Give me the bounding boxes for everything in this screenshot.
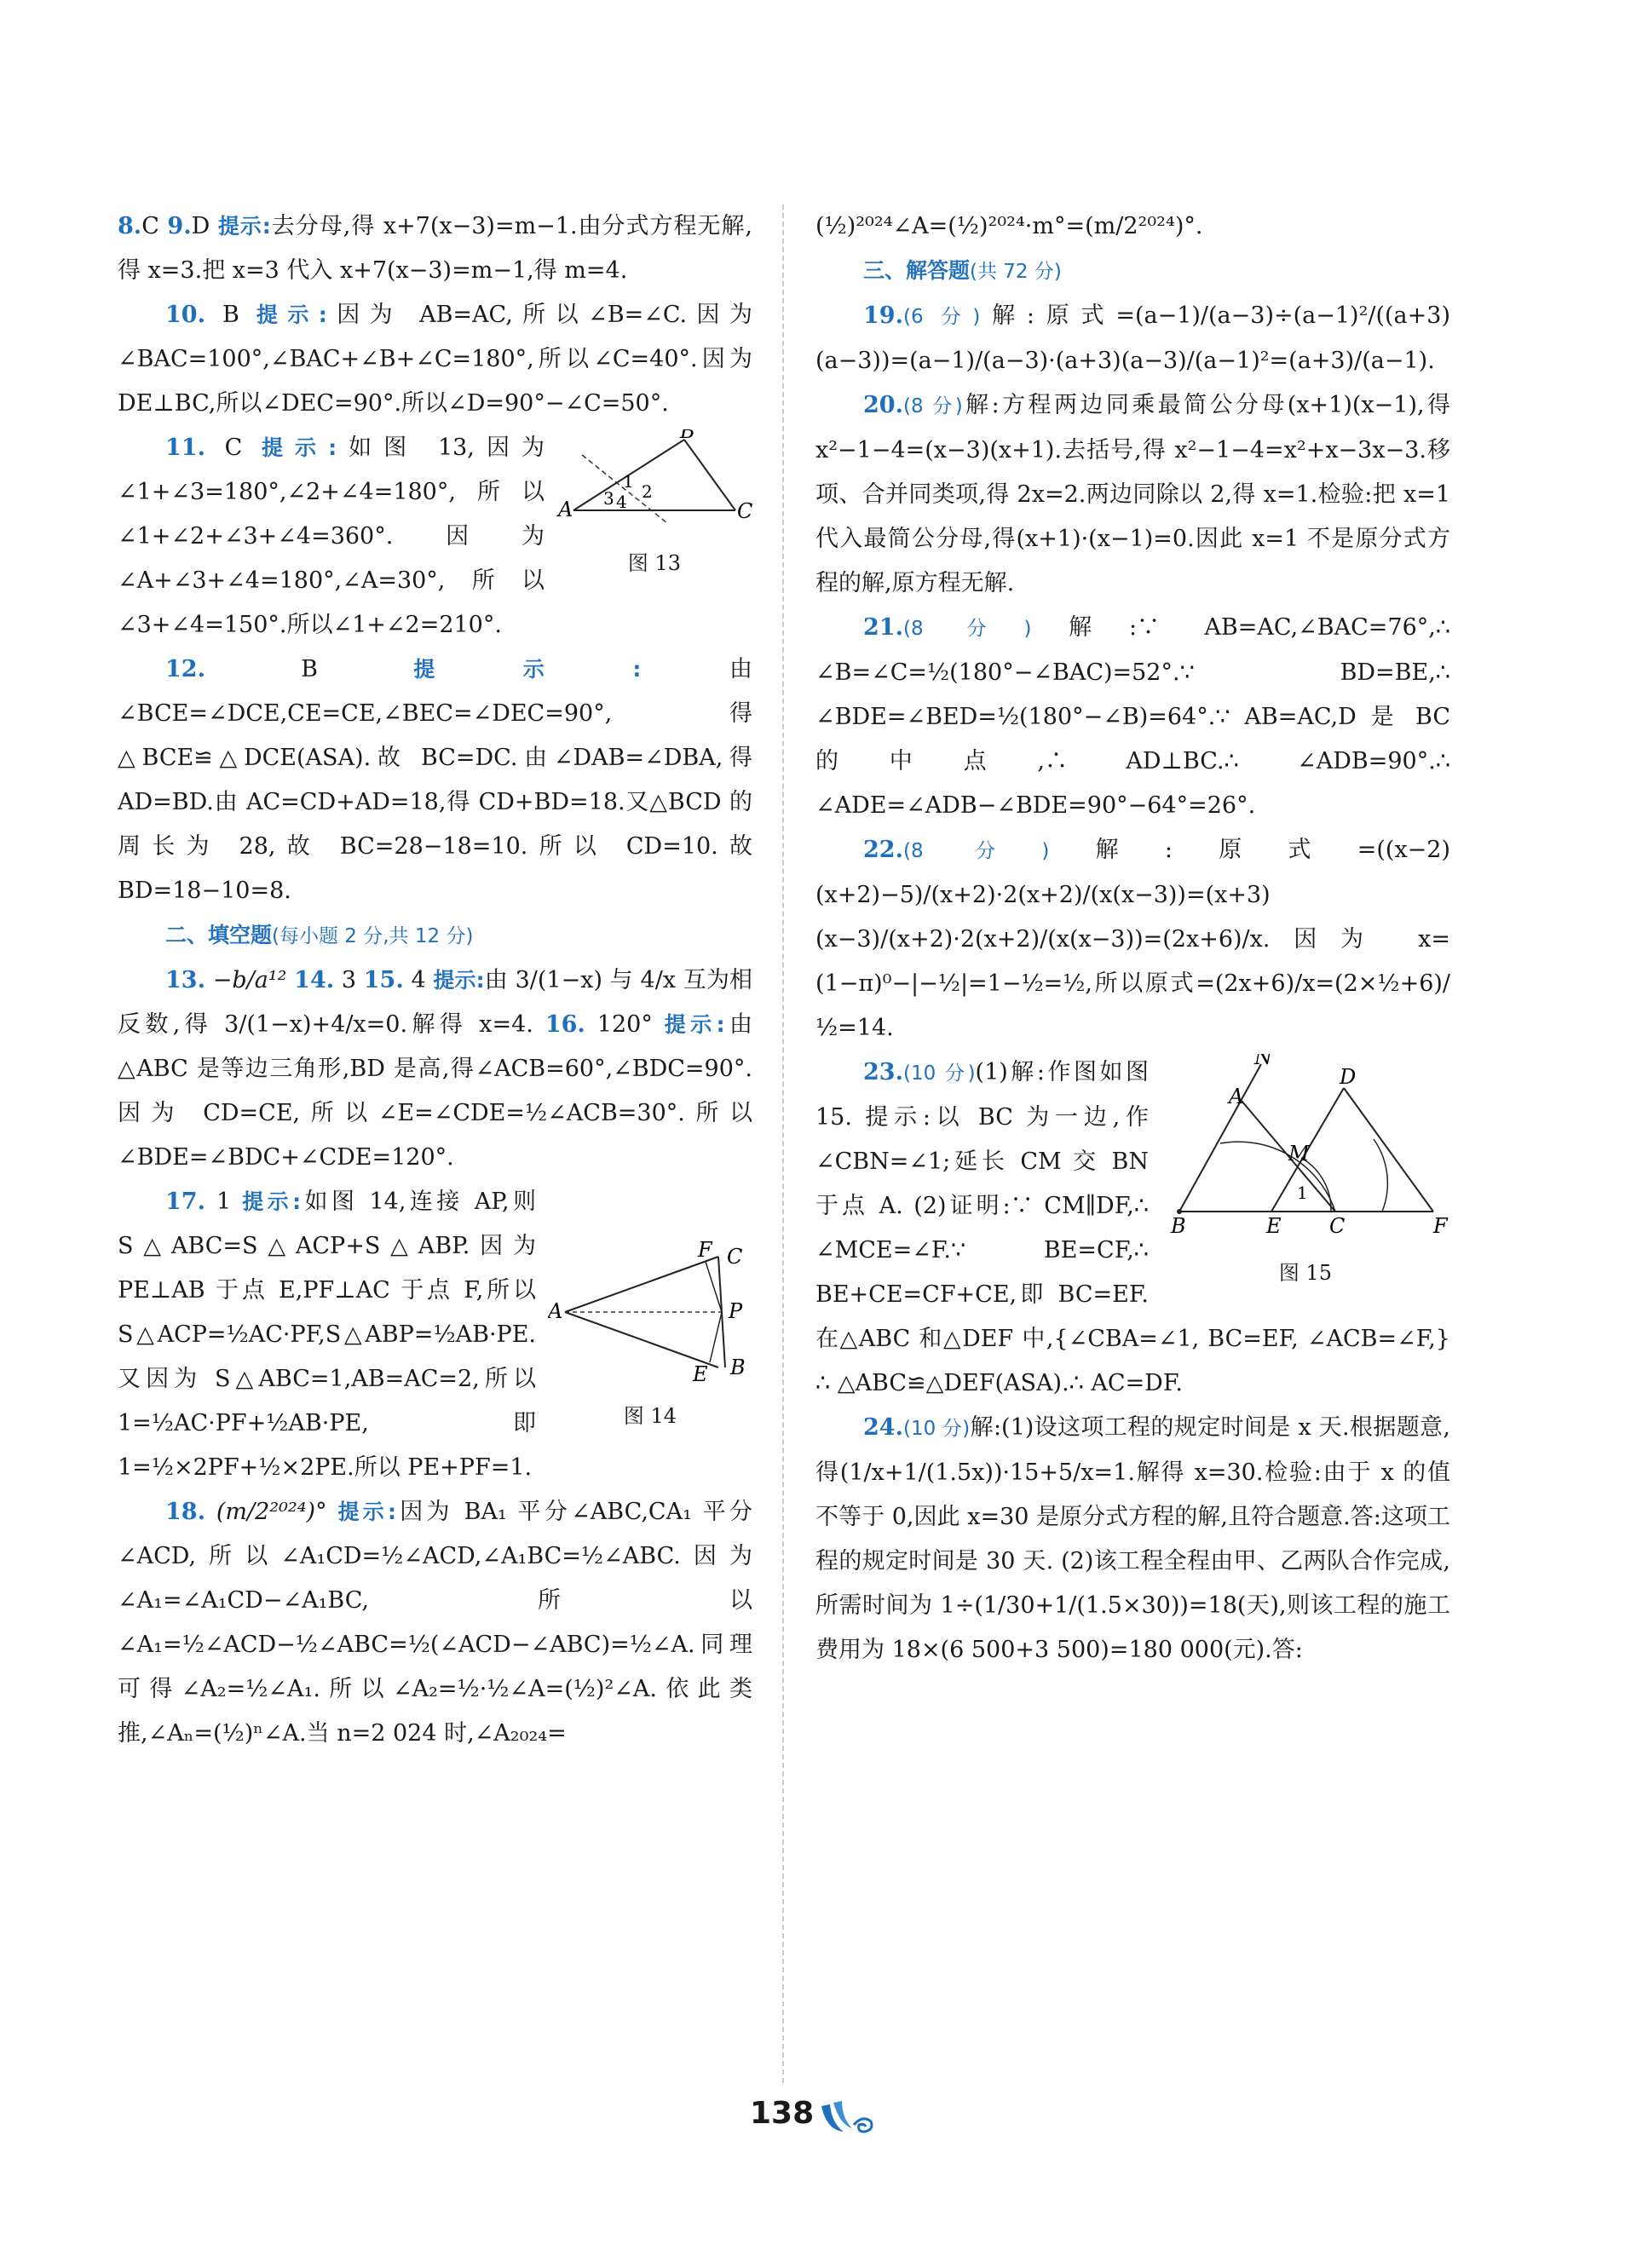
hint-text: 因为 BA₁ 平分∠ABC,CA₁ 平分∠ACD,所以∠A₁CD=½∠ACD,∠A₁BC=½∠ABC.因为∠A₁=∠A₁CD−∠A₁BC,所以∠A₁=½∠ACD−½∠ABC=½(∠ACD−∠ABC)=½∠A.同理可得∠A₂=½∠A₁.所以∠A₂=½·½∠A=(½)²∠A.依此类推,∠Aₙ=(½)ⁿ∠A.当 n=2 024 时,∠A₂₀₂₄= xyxy=(118,1499,753,1747)
hint-text: 由∠BCE=∠DCE,CE=CE,∠BEC=∠DEC=90°,得△BCE≌△DCE(ASA).故 BC=DC.由∠DAB=∠DBA,得 AD=BD.由 AC=CD+AD=18,得 CD+BD=18.又△BCD 的周长为 28,故 BC=28−18=10.所以 CD=10.故 BD=18−10=8. xyxy=(118,656,753,904)
figure-13 xyxy=(556,429,752,576)
point-label-n: N xyxy=(1254,1054,1272,1069)
answer-number: 21. xyxy=(863,614,903,641)
hint-text: 由 3/(1−x) 与 4/x 互为相反数,得 3/(1−x)+4/x=0.解得 x=4. xyxy=(118,967,753,1038)
vertex-label-a: A xyxy=(548,1299,563,1323)
hint-text: 如图 14,连接 AP,则 S△ABC=S△ACP+S△ABP.因为 PE⊥AB 于点 E,PF⊥AC 于点 F,所以 S△ACP=½AC·PF,S△ABP=½AB·PE.又因为 S△ABC=1,AB=AC=2,所以 1=½AC·PF+½AB·PE,即 1=½×2PF+½×2PE.所以 PE+PF=1. xyxy=(118,1189,536,1481)
answer-number: 24. xyxy=(863,1414,903,1441)
hint-label: 提示: xyxy=(256,302,327,327)
answer-number: 12. xyxy=(165,656,205,682)
answer-value: (m/2²⁰²⁴)° xyxy=(205,1499,338,1525)
answer-number: 19. xyxy=(863,302,903,329)
answer-number: 20. xyxy=(863,392,903,418)
point-label-f: F xyxy=(1433,1214,1448,1238)
left-column xyxy=(118,204,752,1756)
point-label-b: B xyxy=(1171,1214,1186,1238)
section-heading-solutions xyxy=(815,249,1450,294)
point-label-a: A xyxy=(1229,1085,1244,1108)
score-label: (8 分) xyxy=(902,395,963,417)
solution-text: 解:原式=((x−2)(x+2)−5)/(x+2)·2(x+2)/(x(x−3))=(x+3)(x−3)/(x+2)·2(x+2)/(x(x−3))=(2x+6)/x.因为 x=(1−π)⁰−|−½|=1−½=½,所以原式=(2x+6)/x=(2×½+6)/½=14. xyxy=(815,837,1451,1041)
answer-number: 13. xyxy=(165,967,205,993)
hint-text: 由△ABC 是等边三角形,BD 是高,得∠ACB=60°,∠BDC=90°.因为 CD=CE,所以∠E=∠CDE=½∠ACB=30°.所以∠BDE=∠BDC+∠CDE=120°. xyxy=(118,1011,752,1171)
score-label: (10 分) xyxy=(902,1418,971,1440)
figure-caption: 图 15 xyxy=(1278,1261,1333,1285)
angle-label-4: 4 xyxy=(616,492,627,512)
hint-text: 如图 13,因为∠1+∠3=180°,∠2+∠4=180°,所以∠1+∠2+∠3+∠4=360°.因为∠A+∠3+∠4=180°,∠A=30°,所以∠3+∠4=150°.所以∠1+∠2=210°. xyxy=(118,435,545,638)
figure-caption: 图 13 xyxy=(627,551,682,575)
answer-10 xyxy=(118,293,752,426)
hint-label: 提示: xyxy=(664,1012,725,1037)
vertex-label-b: B xyxy=(680,429,695,443)
point-label-c: C xyxy=(1329,1214,1346,1238)
score-label: (8 分) xyxy=(902,840,1050,862)
answer-12 xyxy=(118,648,752,913)
hint-label: 提示: xyxy=(242,1189,302,1214)
column-divider xyxy=(782,204,784,2083)
answer-number: 23. xyxy=(863,1059,903,1085)
section-title: 三、解答题 xyxy=(863,258,971,283)
hint-text: 因为 AB=AC,所以∠B=∠C.因为∠BAC=100°,∠BAC+∠B+∠C=180°,所以∠C=40°.因为 DE⊥BC,所以∠DEC=90°.所以∠D=90°−∠C=50°. xyxy=(118,302,752,417)
section-heading-fill-in xyxy=(118,913,752,958)
answer-13-16 xyxy=(118,958,752,1180)
point-label-m: M xyxy=(1288,1142,1310,1166)
hint-text: 去分母,得 x+7(x−3)=m−1.由分式方程无解,得 x=3.把 x=3 代入 x+7(x−3)=m−1,得 m=4. xyxy=(118,213,753,284)
vertex-label-c: C xyxy=(727,1245,743,1269)
solution-text: 解:(1)设这项工程的规定时间是 x 天.根据题意,得(1/x+1/(1.5x))·15+5/x=1.解得 x=30.检验:由于 x 的值不等于 0,因此 x=30 是原分式方程的解,且符合题意.答:这项工程的规定时间是 30 天. (2)该工程全程由甲、乙两队合作完成,所需时间为 1÷(1/30+1/(1.5×30))=18(天),则该工程的施工费用为 18×(6 500+3 500)=180 000(元).答: xyxy=(815,1414,1450,1663)
point-label-e: E xyxy=(1266,1214,1282,1238)
vertex-label-f: F xyxy=(698,1240,712,1262)
answer-24 xyxy=(815,1406,1450,1672)
hint-label: 提示: xyxy=(413,657,642,682)
answer-value: 3 xyxy=(334,967,364,993)
section-title: 二、填空题 xyxy=(165,923,273,947)
triangle-diagram xyxy=(548,1240,752,1384)
answer-choice: B xyxy=(205,656,414,682)
answer-number: 17. xyxy=(165,1189,205,1215)
solution-text: 解:原式=(a−1)/(a−3)÷(a−1)²/((a+3)(a−3))=(a−1)/(a−3)·(a+3)(a−3)/(a−1)²=(a+3)/(a−1). xyxy=(815,302,1450,374)
angle-label-3: 3 xyxy=(603,488,614,509)
answer-choice: C xyxy=(141,213,168,239)
answer-choice: D xyxy=(191,213,218,239)
answer-18-continued xyxy=(815,204,1450,249)
score-label: (6 分) xyxy=(902,306,981,328)
hint-label: 提示: xyxy=(261,435,337,460)
figure-caption: 图 14 xyxy=(623,1404,677,1428)
answer-value: 4 xyxy=(403,967,434,993)
point-label-d: D xyxy=(1340,1065,1357,1089)
answer-number: 22. xyxy=(863,837,903,863)
score-label: (8 分) xyxy=(902,618,1032,640)
triangle-diagram xyxy=(556,429,752,532)
answer-18 xyxy=(118,1490,752,1756)
answer-choice: C xyxy=(205,435,262,461)
answer-number: 11. xyxy=(165,435,205,461)
answer-value: −b/a¹² xyxy=(205,967,295,993)
vertex-label-e: E xyxy=(693,1362,708,1384)
answer-number: 9. xyxy=(167,213,192,239)
solution-text: 解:∵ AB=AC,∠BAC=76°,∴ ∠B=∠C=½(180°−∠BAC)=52°.∵ BD=BE,∴ ∠BDE=∠BED=½(180°−∠B)=64°.∵ AB=AC,D 是 BC 的中点,∴ AD⊥BC.∴ ∠ADB=90°.∴ ∠ADE=∠ADB−∠BDE=90°−64°=26°. xyxy=(815,614,1451,819)
hint-label: 提示: xyxy=(433,968,485,993)
angle-label-2: 2 xyxy=(642,481,653,502)
answer-22 xyxy=(815,828,1450,1051)
figure-15 xyxy=(1161,1054,1450,1286)
solution-text: (½)²⁰²⁴∠A=(½)²⁰²⁴·m°=(m/2²⁰²⁴)°. xyxy=(815,213,1203,239)
answer-number: 10. xyxy=(165,302,205,328)
answer-number: 16. xyxy=(545,1011,585,1038)
answer-8-9 xyxy=(118,204,752,293)
answer-number: 15. xyxy=(363,967,404,993)
angle-label-1: 1 xyxy=(623,471,634,492)
answer-value: 120° xyxy=(585,1011,665,1038)
construction-diagram xyxy=(1161,1054,1450,1241)
section-subtitle: (每小题 2 分,共 12 分) xyxy=(272,925,474,947)
figure-14 xyxy=(548,1240,752,1429)
score-label: (10 分) xyxy=(902,1062,976,1085)
answer-number: 14. xyxy=(294,967,335,993)
solution-text: (1)解:作图如图 15. 提示:以 BC 为一边,作∠CBN=∠1;延长 CM 交 BN 于点 A. (2)证明:∵ CM∥DF,∴ ∠MCE=∠F.∵ BE=CF,∴ BE+CE=CF+CE,即 BC=EF.在△ABC 和△DEF 中,{∠CBA=∠1, BC=EF, ∠ACB=∠F,} ∴ △ABC≌△DEF(ASA).∴ AC=DF. xyxy=(815,1059,1450,1396)
hint-label: 提示: xyxy=(337,1500,396,1524)
hint-label: 提示: xyxy=(217,214,271,239)
publisher-logo-icon xyxy=(818,2099,878,2140)
answer-choice: B xyxy=(205,302,256,328)
section-subtitle: (共 72 分) xyxy=(970,261,1062,283)
right-column xyxy=(815,204,1450,1672)
vertex-label-c: C xyxy=(737,499,752,523)
page-footer xyxy=(0,2096,1625,2147)
vertex-label-b: B xyxy=(730,1356,746,1379)
angle-label-1: 1 xyxy=(1297,1183,1308,1203)
page-number: 138 xyxy=(750,2096,815,2131)
solution-text: 解:方程两边同乘最简公分母(x+1)(x−1),得 x²−1−4=(x−3)(x+1).去括号,得 x²−1−4=x²+x−3x−3.移项、合并同类项,得 2x=2.两边同除以 2,得 x=1.检验:把 x=1 代入最简公分母,得(x+1)·(x−1)=0.因此 x=1 不是原分式方程的解,原方程无解. xyxy=(815,392,1451,596)
answer-20 xyxy=(815,383,1450,606)
answer-value: 1 xyxy=(205,1189,243,1215)
answer-number: 8. xyxy=(118,213,142,239)
vertex-label-a: A xyxy=(558,498,573,521)
answer-number: 18. xyxy=(165,1499,205,1525)
answer-19 xyxy=(815,294,1450,383)
vertex-label-p: P xyxy=(729,1299,743,1323)
answer-21 xyxy=(815,606,1450,828)
